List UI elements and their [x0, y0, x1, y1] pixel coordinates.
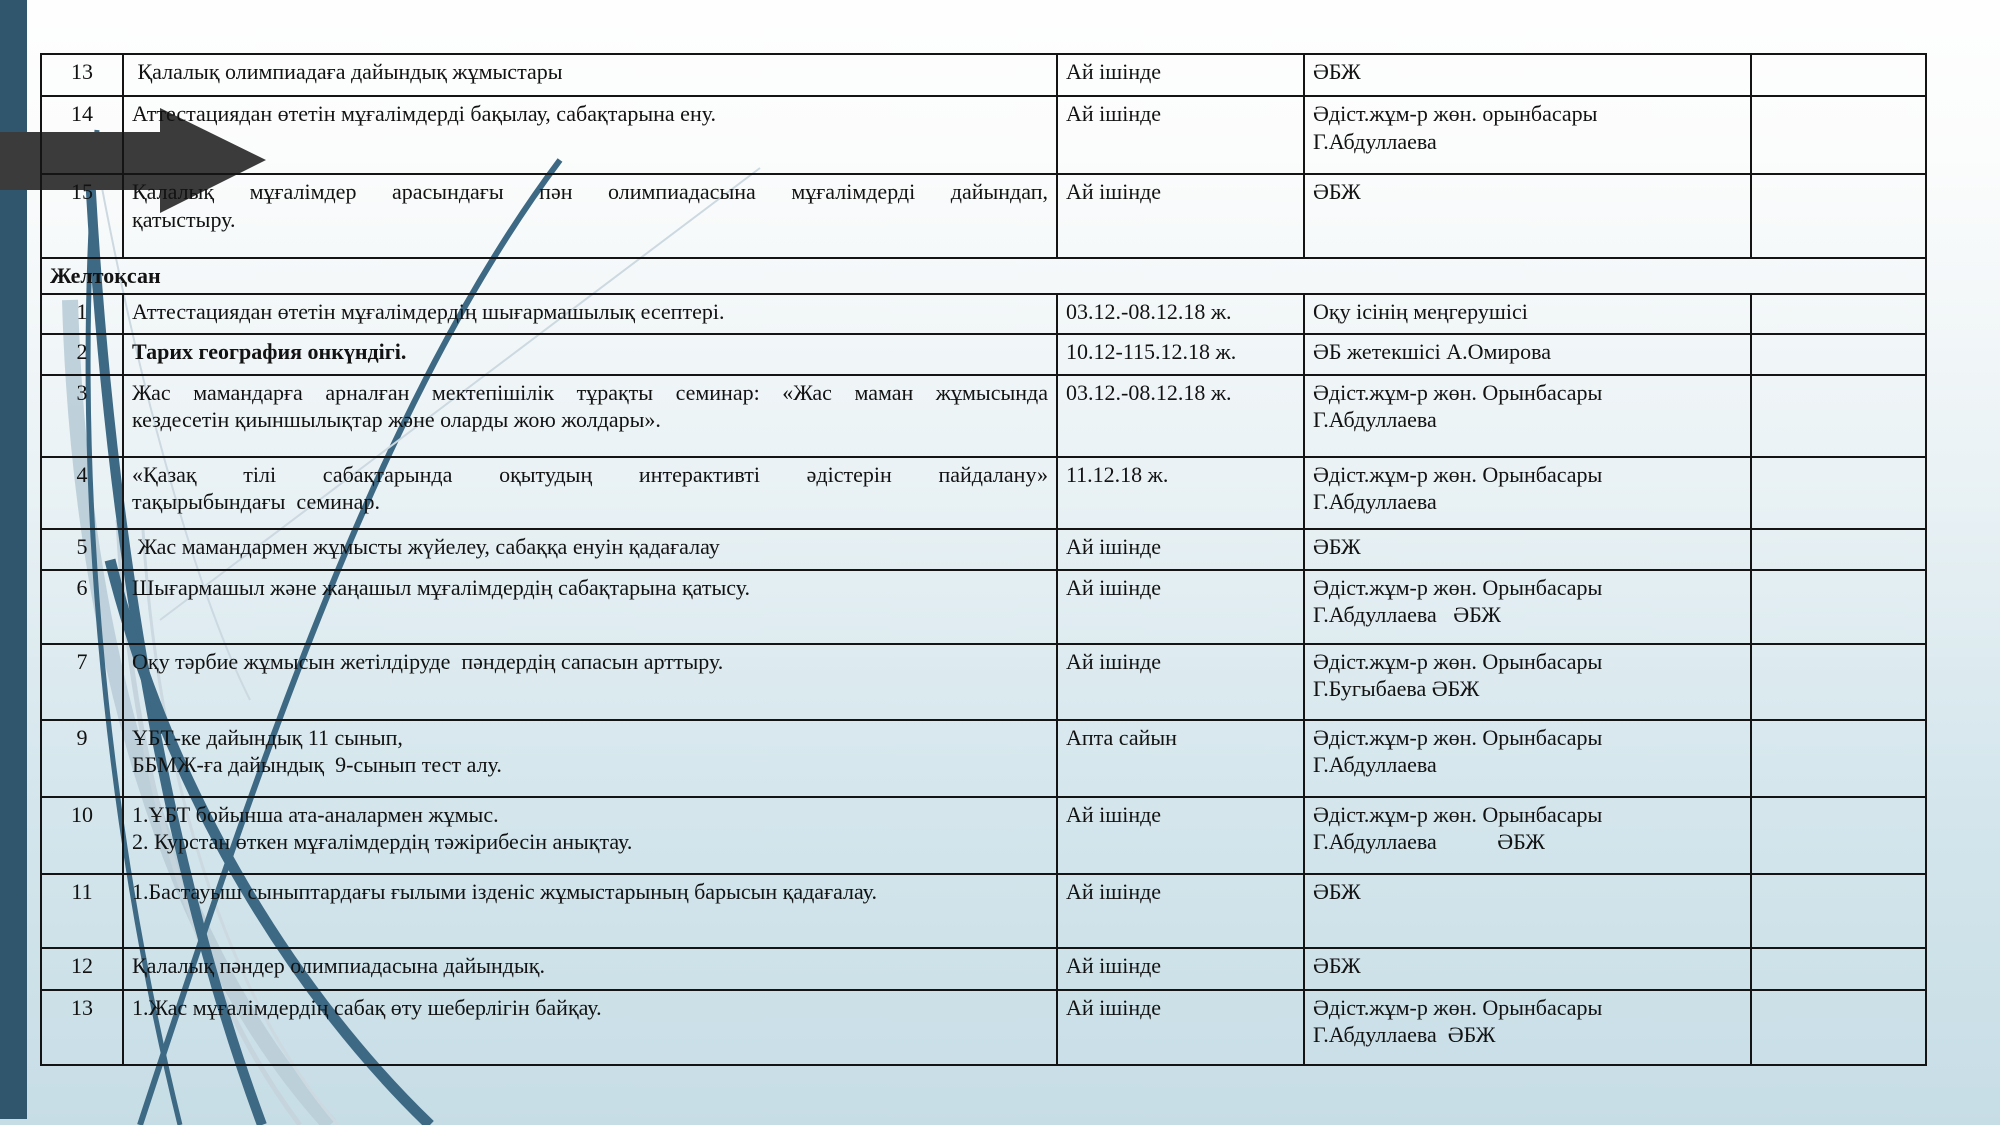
table-row — [41, 457, 1926, 529]
row-number-cell — [41, 174, 123, 258]
responsible-cell-line: Әдіст.жұм-р жөн. орынбасары — [1313, 101, 1598, 126]
status-cell-empty — [1751, 96, 1926, 174]
task-cell-line: 1.Жас мұғалімдердің сабақ өту шеберлігін байқау. — [132, 994, 602, 1020]
task-cell — [123, 570, 1057, 644]
responsible-cell-line: Г.Бугыбаева ӘБЖ — [1313, 676, 1480, 702]
time-cell-line: Ай ішінде — [1066, 994, 1162, 1020]
row-number-cell — [41, 529, 123, 570]
responsible-cell-line: ӘБЖ — [1313, 533, 1361, 559]
table-row — [41, 990, 1926, 1065]
task-cell-line: Қалалық мұғалімдер арасындағы пән олимпиадасына мұғалімдерді дайындап, — [132, 179, 1048, 204]
responsible-cell-line: ӘБ жетекшісі А.Омирова — [1313, 338, 1552, 364]
time-cell — [1057, 720, 1304, 797]
task-cell-line: Жас мамандармен жұмысты жүйелеу, сабаққа енуін қадағалау — [132, 533, 720, 559]
task-cell — [123, 529, 1057, 570]
status-cell-empty — [1751, 990, 1926, 1065]
time-cell — [1057, 174, 1304, 258]
time-cell — [1057, 334, 1304, 375]
row-number-cell-line: 4 — [76, 461, 88, 487]
task-cell-line: Аттестациядан өтетін мұғалімдердің шығармашылық есептері. — [132, 298, 725, 324]
task-cell — [123, 54, 1057, 96]
row-number-cell — [41, 570, 123, 644]
row-number-cell-line: 9 — [76, 724, 88, 750]
time-cell-line: Апта сайын — [1066, 724, 1177, 750]
responsible-cell-line: Г.Абдуллаева — [1313, 752, 1437, 778]
row-number-cell — [41, 990, 123, 1065]
row-number-cell — [41, 948, 123, 990]
responsible-cell — [1304, 720, 1751, 797]
status-cell-empty — [1751, 334, 1926, 375]
time-cell-line: 03.12.-08.12.18 ж. — [1066, 298, 1232, 324]
table-row — [41, 570, 1926, 644]
task-cell-line: 1.Бастауыш сыныптардағы ғылыми ізденіс жұмыстарының барысын қадағалау. — [132, 878, 877, 904]
status-cell-empty — [1751, 529, 1926, 570]
month-section-row — [41, 258, 1926, 294]
responsible-cell — [1304, 375, 1751, 457]
task-cell-line: Шығармашыл және жаңашыл мұғалімдердің сабақтарына қатысу. — [132, 574, 750, 600]
row-number-cell-line: 14 — [71, 101, 93, 126]
time-cell — [1057, 644, 1304, 720]
plan-table — [40, 53, 1927, 1066]
task-cell-line: Оқу тәрбие жұмысын жетілдіруде пәндердің сапасын арттыру. — [132, 648, 724, 674]
task-cell — [123, 874, 1057, 948]
row-number-cell-line: 15 — [71, 179, 93, 204]
task-cell — [123, 294, 1057, 334]
task-cell-line: Жас мамандарға арналған мектепішілік тұрақты семинар: «Жас маман жұмысында — [132, 379, 1048, 405]
task-cell-line: кездесетін қиыншылықтар және оларды жою жолдары». — [132, 407, 661, 433]
row-number-cell-line: 7 — [76, 648, 88, 674]
responsible-cell-line: Г.Абдуллаева — [1313, 128, 1437, 154]
row-number-cell-line: 12 — [71, 952, 93, 978]
responsible-cell-line: Әдіст.жұм-р жөн. Орынбасары — [1313, 461, 1603, 487]
table-row — [41, 54, 1926, 96]
row-number-cell — [41, 334, 123, 375]
status-cell-empty — [1751, 375, 1926, 457]
responsible-cell — [1304, 797, 1751, 874]
responsible-cell-line: ӘБЖ — [1313, 878, 1361, 904]
task-cell — [123, 948, 1057, 990]
table-row — [41, 529, 1926, 570]
row-number-cell — [41, 457, 123, 529]
status-cell-empty — [1751, 174, 1926, 258]
status-cell-empty — [1751, 797, 1926, 874]
task-cell — [123, 174, 1057, 258]
row-number-cell-line: 2 — [76, 338, 88, 364]
table-row — [41, 174, 1926, 258]
responsible-cell-line: Әдіст.жұм-р жөн. Орынбасары — [1313, 801, 1603, 827]
time-cell-line: Ай ішінде — [1066, 952, 1162, 978]
time-cell — [1057, 457, 1304, 529]
time-cell — [1057, 797, 1304, 874]
responsible-cell-line: Әдіст.жұм-р жөн. Орынбасары — [1313, 724, 1603, 750]
status-cell-empty — [1751, 948, 1926, 990]
status-cell-empty — [1751, 457, 1926, 529]
row-number-cell — [41, 294, 123, 334]
task-cell-line: Қалалық пәндер олимпиадасына дайындық. — [132, 952, 545, 978]
plan-table-body — [41, 54, 1926, 1065]
responsible-cell — [1304, 874, 1751, 948]
responsible-cell-line: Г.Абдуллаева — [1313, 489, 1437, 515]
task-cell-line: 2. Курстан өткен мұғалімдердің тәжірибесін анықтау. — [132, 829, 633, 855]
time-cell — [1057, 948, 1304, 990]
task-cell-line: тақырыбындағы семинар. — [132, 489, 380, 515]
row-number-cell — [41, 96, 123, 174]
task-cell — [123, 720, 1057, 797]
row-number-cell — [41, 375, 123, 457]
row-number-cell-line: 3 — [76, 379, 88, 405]
time-cell-line: 03.12.-08.12.18 ж. — [1066, 379, 1232, 405]
time-cell — [1057, 294, 1304, 334]
responsible-cell — [1304, 570, 1751, 644]
responsible-cell — [1304, 54, 1751, 96]
responsible-cell — [1304, 948, 1751, 990]
task-cell — [123, 990, 1057, 1065]
time-cell — [1057, 54, 1304, 96]
responsible-cell-line: Әдіст.жұм-р жөн. Орынбасары — [1313, 648, 1603, 674]
task-cell — [123, 797, 1057, 874]
time-cell — [1057, 529, 1304, 570]
time-cell — [1057, 570, 1304, 644]
task-cell — [123, 375, 1057, 457]
responsible-cell-line: Г.Абдуллаева ӘБЖ — [1313, 829, 1545, 855]
task-cell-line: Қалалық олимпиадаға дайындық жұмыстары — [132, 59, 563, 84]
task-cell-line: «Қазақ тілі сабақтарында оқытудың интерактивті әдістерін пайдалану» — [132, 461, 1048, 487]
table-row — [41, 375, 1926, 457]
responsible-cell — [1304, 990, 1751, 1065]
table-row — [41, 797, 1926, 874]
row-number-cell-line: 1 — [76, 298, 88, 324]
status-cell-empty — [1751, 294, 1926, 334]
status-cell-empty — [1751, 570, 1926, 644]
responsible-cell — [1304, 334, 1751, 375]
row-number-cell-line: 11 — [71, 878, 93, 904]
responsible-cell-line: ӘБЖ — [1313, 952, 1361, 978]
row-number-cell — [41, 644, 123, 720]
table-row — [41, 644, 1926, 720]
table-row — [41, 334, 1926, 375]
task-cell-line: Аттестациядан өтетін мұғалімдерді бақылау, сабақтарына ену. — [132, 101, 717, 126]
status-cell-empty — [1751, 54, 1926, 96]
row-number-cell-line: 5 — [76, 533, 88, 559]
time-cell-line: Ай ішінде — [1066, 179, 1162, 204]
row-number-cell-line: 6 — [76, 574, 88, 600]
task-cell — [123, 334, 1057, 375]
table-row — [41, 294, 1926, 334]
responsible-cell — [1304, 174, 1751, 258]
task-cell-line: Тарих география онкүндігі. — [132, 338, 407, 364]
responsible-cell-line: ӘБЖ — [1313, 59, 1361, 84]
table-row — [41, 720, 1926, 797]
task-cell — [123, 457, 1057, 529]
time-cell — [1057, 375, 1304, 457]
table-row — [41, 874, 1926, 948]
row-number-cell-line: 10 — [71, 801, 93, 827]
row-number-cell — [41, 720, 123, 797]
row-number-cell — [41, 797, 123, 874]
responsible-cell-line: ӘБЖ — [1313, 179, 1361, 204]
responsible-cell — [1304, 457, 1751, 529]
responsible-cell-line: Оқу ісінің меңгерушісі — [1313, 298, 1528, 324]
responsible-cell — [1304, 529, 1751, 570]
month-section-label: Желтоқсан — [41, 258, 1926, 294]
task-cell — [123, 644, 1057, 720]
task-cell-line: 1.ҰБТ бойынша ата-аналармен жұмыс. — [132, 801, 499, 827]
responsible-cell — [1304, 294, 1751, 334]
time-cell-line: Ай ішінде — [1066, 533, 1162, 559]
row-number-cell-line: 13 — [71, 59, 93, 84]
time-cell-line: Ай ішінде — [1066, 101, 1162, 126]
responsible-cell-line: Г.Абдуллаева ӘБЖ — [1313, 602, 1501, 628]
time-cell — [1057, 874, 1304, 948]
responsible-cell-line: Г.Абдуллаева — [1313, 407, 1437, 433]
responsible-cell — [1304, 644, 1751, 720]
time-cell-line: Ай ішінде — [1066, 59, 1162, 84]
task-cell-line: қатыстыру. — [132, 206, 236, 232]
time-cell-line: 10.12-115.12.18 ж. — [1066, 338, 1237, 364]
responsible-cell-line: Әдіст.жұм-р жөн. Орынбасары — [1313, 379, 1603, 405]
time-cell — [1057, 990, 1304, 1065]
time-cell — [1057, 96, 1304, 174]
responsible-cell-line: Әдіст.жұм-р жөн. Орынбасары — [1313, 574, 1603, 600]
time-cell-line: Ай ішінде — [1066, 801, 1162, 827]
responsible-cell-line: Әдіст.жұм-р жөн. Орынбасары — [1313, 994, 1603, 1020]
table-row — [41, 96, 1926, 174]
responsible-cell — [1304, 96, 1751, 174]
time-cell-line: Ай ішінде — [1066, 648, 1162, 674]
status-cell-empty — [1751, 644, 1926, 720]
time-cell-line: Ай ішінде — [1066, 878, 1162, 904]
status-cell-empty — [1751, 720, 1926, 797]
time-cell-line: 11.12.18 ж. — [1066, 461, 1169, 487]
row-number-cell-line: 13 — [71, 994, 93, 1020]
responsible-cell-line: Г.Абдуллаева ӘБЖ — [1313, 1022, 1496, 1048]
task-cell — [123, 96, 1057, 174]
task-cell-line: ҰБТ-ке дайындық 11 сынып, — [132, 724, 403, 750]
row-number-cell — [41, 874, 123, 948]
task-cell-line: ББМЖ-ға дайындық 9-сынып тест алу. — [132, 752, 502, 778]
row-number-cell — [41, 54, 123, 96]
table-row — [41, 948, 1926, 990]
time-cell-line: Ай ішінде — [1066, 574, 1162, 600]
status-cell-empty — [1751, 874, 1926, 948]
